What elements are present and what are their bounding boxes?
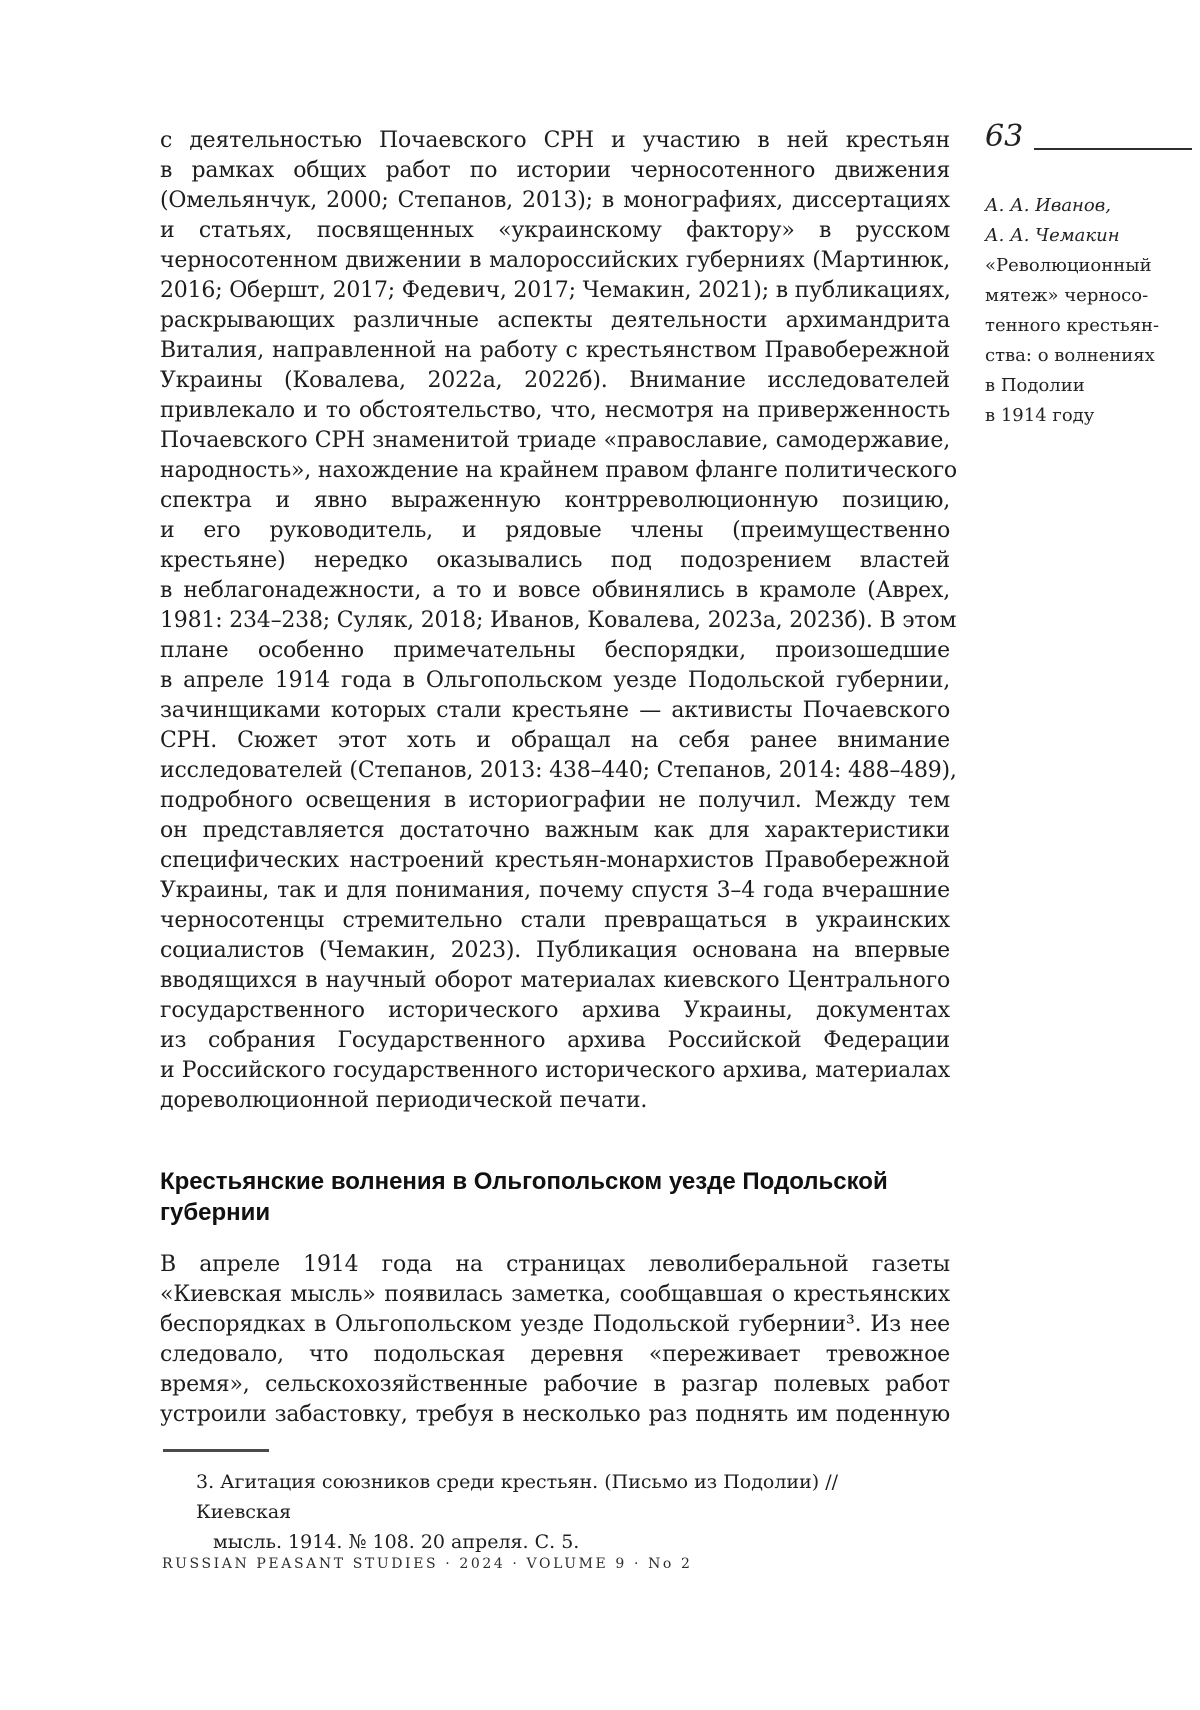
article-title-line: мятеж» черносо- bbox=[985, 285, 1149, 306]
footnote-text-line: мысль. 1914. № 108. 20 апреля. С. 5. bbox=[213, 1531, 580, 1553]
continuation-paragraph bbox=[160, 126, 957, 1116]
footnote bbox=[196, 1467, 926, 1557]
paragraph-text-line: крестьяне) нередко оказывались под подозрением властей bbox=[160, 548, 950, 573]
paragraph-text-line: народность», нахождение на крайнем правом фланге политического bbox=[160, 458, 957, 483]
running-footer: RUSSIAN PEASANT STUDIES · 2024 · VOLUME 9 · No 2 bbox=[162, 1556, 693, 1572]
paragraph-text-line: Украины (Ковалева, 2022а, 2022б). Внимание исследователей bbox=[160, 368, 950, 393]
paragraph-text-line: плане особенно примечательны беспорядки, произошедшие bbox=[160, 638, 950, 663]
article-title-line: ства: о волнениях bbox=[985, 345, 1155, 366]
author-name: А. А. Иванов, bbox=[985, 195, 1111, 216]
paragraph-text-line: социалистов (Чемакин, 2023). Публикация основана на впервые bbox=[160, 938, 950, 963]
paragraph-text-line: и Российского государственного исторического архива, материалах bbox=[160, 1058, 950, 1083]
article-title bbox=[985, 251, 1197, 431]
paragraph-text-line: он представляется достаточно важным как для характеристики bbox=[160, 818, 950, 843]
paragraph-text-line: 2016; Обершт, 2017; Федевич, 2017; Чемакин, 2021); в публикациях, bbox=[160, 278, 951, 303]
paragraph-text-line: государственного исторического архива Украины, документах bbox=[160, 998, 950, 1023]
paragraph-text-line: зачинщиками которых стали крестьяне — активисты Почаевского bbox=[160, 698, 950, 723]
paragraph-text-line: черносотенцы стремительно стали превращаться в украинских bbox=[160, 908, 950, 933]
paragraph-text-line: СРН. Сюжет этот хоть и обращал на себя ранее внимание bbox=[160, 728, 950, 753]
paragraph-text-line: следовало, что подольская деревня «переживает тревожное bbox=[160, 1342, 950, 1367]
footnote-text-line: 3. Агитация союзников среди крестьян. (Письмо из Подолии) // Киевская bbox=[196, 1471, 838, 1523]
paragraph-text-line: и его руководитель, и рядовые члены (преимущественно bbox=[160, 518, 950, 543]
paragraph-text-line: Виталия, направленной на работу с крестьянством Правобережной bbox=[160, 338, 950, 363]
opening-paragraph bbox=[160, 1250, 950, 1430]
paragraph-text-line: 1981: 234–238; Суляк, 2018; Иванов, Ковалева, 2023а, 2023б). В этом bbox=[160, 608, 957, 633]
paragraph-text-line: спектра и явно выраженную контрреволюционную позицию, bbox=[160, 488, 950, 513]
article-authors bbox=[985, 191, 1197, 251]
paragraph-text-line: устроили забастовку, требуя в несколько раз поднять им поденную bbox=[160, 1402, 950, 1427]
article-title-line: в Подолии bbox=[985, 375, 1085, 396]
paragraph-text-line: Украины, так и для понимания, почему спустя 3–4 года вчерашние bbox=[160, 878, 950, 903]
article-title-line: тенного крестьян- bbox=[985, 315, 1160, 336]
paragraph-text-line: с деятельностью Почаевского СРН и участию в ней крестьян bbox=[160, 128, 950, 153]
paragraph-text-line: привлекало и то обстоятельство, что, несмотря на приверженность bbox=[160, 398, 950, 423]
paragraph-text-line: исследователей (Степанов, 2013: 438–440; Степанов, 2014: 488–489), bbox=[160, 758, 957, 783]
paragraph-text-line: вводящихся в научный оборот материалах киевского Центрального bbox=[160, 968, 950, 993]
footnote-rule bbox=[163, 1449, 269, 1452]
paragraph-text-line: и статьях, посвященных «украинскому фактору» в русском bbox=[160, 218, 950, 243]
section-heading bbox=[160, 1166, 950, 1228]
paragraph-text-line: «Киевская мысль» появилась заметка, сообщавшая о крестьянских bbox=[160, 1282, 950, 1307]
paragraph-text-line: подробного освещения в историографии не получил. Между тем bbox=[160, 788, 950, 813]
paragraph-text-line: в апреле 1914 года в Ольгопольском уезде Подольской губернии, bbox=[160, 668, 950, 693]
paragraph-text-line: из собрания Государственного архива Российской Федерации bbox=[160, 1028, 950, 1053]
page-number: 63 bbox=[985, 119, 1024, 154]
paragraph-text-line: время», сельскохозяйственные рабочие в разгар полевых работ bbox=[160, 1372, 950, 1397]
paragraph-text-line: в рамках общих работ по истории черносотенного движения bbox=[160, 158, 950, 183]
paragraph-text-line: специфических настроений крестьян-монархистов Правобережной bbox=[160, 848, 950, 873]
paragraph-text-line: Почаевского СРН знаменитой триаде «православие, самодержавие, bbox=[160, 428, 950, 453]
author-name: А. А. Чемакин bbox=[985, 225, 1120, 246]
paragraph-text-line: раскрывающих различные аспекты деятельности архимандрита bbox=[160, 308, 950, 333]
article-title-line: в 1914 году bbox=[985, 405, 1095, 426]
paragraph-text-line: В апреле 1914 года на страницах леволиберальной газеты bbox=[160, 1252, 950, 1277]
paragraph-text-line: в неблагонадежности, а то и вовсе обвинялись в крамоле (Аврех, bbox=[160, 578, 950, 603]
paragraph-text-line: (Омельянчук, 2000; Степанов, 2013); в монографиях, диссертациях bbox=[160, 188, 950, 213]
header-rule bbox=[1034, 148, 1192, 150]
paragraph-text-line: беспорядках в Ольгопольском уезде Подольской губернии³. Из нее bbox=[160, 1312, 950, 1337]
paragraph-text-line: дореволюционной периодической печати. bbox=[160, 1088, 648, 1113]
section-heading-line: Крестьянские волнения в Ольгопольском уезде Подольской bbox=[160, 1168, 888, 1195]
paragraph-text-line: черносотенном движении в малороссийских губерниях (Мартинюк, bbox=[160, 248, 950, 273]
article-title-line: «Революционный bbox=[985, 255, 1152, 276]
section-heading-line: губернии bbox=[160, 1199, 271, 1226]
